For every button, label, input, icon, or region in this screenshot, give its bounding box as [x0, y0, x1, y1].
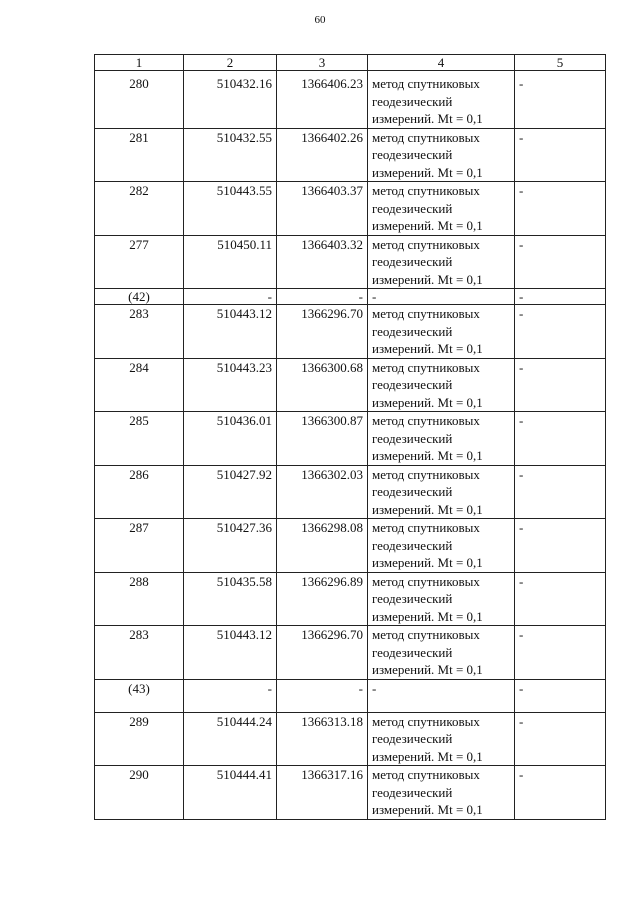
x-coordinate-cell: 510450.11: [184, 235, 277, 289]
method-cell: метод спутниковых геодезический измерений. Mt = 0,1: [368, 71, 515, 129]
method-cell: метод спутниковых геодезический измерений. Mt = 0,1: [368, 128, 515, 182]
y-coordinate-cell: -: [277, 289, 368, 305]
x-coordinate-cell: 510443.23: [184, 358, 277, 412]
point-number-cell: (43): [95, 679, 184, 712]
x-coordinate-cell: 510432.16: [184, 71, 277, 129]
page-number: 60: [314, 14, 326, 26]
point-number-cell: 290: [95, 766, 184, 820]
y-coordinate-cell: 1366313.18: [277, 712, 368, 766]
x-coordinate-cell: 510443.55: [184, 182, 277, 236]
table-row: [95, 235, 606, 289]
point-number-cell: 283: [95, 305, 184, 359]
method-cell: метод спутниковых геодезический измерений. Mt = 0,1: [368, 465, 515, 519]
x-coordinate-cell: 510427.92: [184, 465, 277, 519]
header-row: [95, 55, 606, 71]
note-cell: -: [515, 626, 606, 680]
note-cell: -: [515, 412, 606, 466]
table-row: [95, 626, 606, 680]
note-cell: -: [515, 519, 606, 573]
table-row: [95, 128, 606, 182]
y-coordinate-cell: 1366296.70: [277, 626, 368, 680]
table-group-row: [95, 289, 606, 305]
point-number-cell: 280: [95, 71, 184, 129]
note-cell: -: [515, 182, 606, 236]
x-coordinate-cell: -: [184, 679, 277, 712]
method-cell: -: [368, 679, 515, 712]
column-header-2: 2: [184, 55, 277, 71]
note-cell: -: [515, 766, 606, 820]
method-cell: метод спутниковых геодезический измерений. Mt = 0,1: [368, 626, 515, 680]
note-cell: -: [515, 289, 606, 305]
method-cell: -: [368, 289, 515, 305]
method-cell: метод спутниковых геодезический измерений. Mt = 0,1: [368, 572, 515, 626]
point-number-cell: 282: [95, 182, 184, 236]
method-cell: метод спутниковых геодезический измерений. Mt = 0,1: [368, 766, 515, 820]
x-coordinate-cell: 510435.58: [184, 572, 277, 626]
table-row: [95, 182, 606, 236]
table-body: [95, 71, 606, 820]
point-number-cell: 281: [95, 128, 184, 182]
method-cell: метод спутниковых геодезический измерений. Mt = 0,1: [368, 712, 515, 766]
y-coordinate-cell: 1366296.70: [277, 305, 368, 359]
method-cell: метод спутниковых геодезический измерений. Mt = 0,1: [368, 519, 515, 573]
note-cell: -: [515, 71, 606, 129]
coordinates-table: [94, 54, 606, 820]
column-header-4: 4: [368, 55, 515, 71]
method-cell: метод спутниковых геодезический измерений. Mt = 0,1: [368, 358, 515, 412]
point-number-cell: (42): [95, 289, 184, 305]
y-coordinate-cell: 1366296.89: [277, 572, 368, 626]
table-row: [95, 766, 606, 820]
table-row: [95, 519, 606, 573]
x-coordinate-cell: 510443.12: [184, 305, 277, 359]
table-group-row: [95, 679, 606, 712]
table-row: [95, 572, 606, 626]
x-coordinate-cell: -: [184, 289, 277, 305]
column-header-5: 5: [515, 55, 606, 71]
note-cell: -: [515, 712, 606, 766]
point-number-cell: 277: [95, 235, 184, 289]
note-cell: -: [515, 235, 606, 289]
table-row: [95, 712, 606, 766]
method-cell: метод спутниковых геодезический измерений. Mt = 0,1: [368, 412, 515, 466]
note-cell: -: [515, 572, 606, 626]
y-coordinate-cell: 1366403.32: [277, 235, 368, 289]
x-coordinate-cell: 510432.55: [184, 128, 277, 182]
table-row: [95, 358, 606, 412]
y-coordinate-cell: 1366300.87: [277, 412, 368, 466]
point-number-cell: 283: [95, 626, 184, 680]
point-number-cell: 286: [95, 465, 184, 519]
table-row: [95, 465, 606, 519]
point-number-cell: 284: [95, 358, 184, 412]
point-number-cell: 285: [95, 412, 184, 466]
x-coordinate-cell: 510427.36: [184, 519, 277, 573]
point-number-cell: 289: [95, 712, 184, 766]
note-cell: -: [515, 128, 606, 182]
note-cell: -: [515, 465, 606, 519]
x-coordinate-cell: 510444.41: [184, 766, 277, 820]
method-cell: метод спутниковых геодезический измерений. Mt = 0,1: [368, 182, 515, 236]
x-coordinate-cell: 510436.01: [184, 412, 277, 466]
column-header-3: 3: [277, 55, 368, 71]
y-coordinate-cell: 1366406.23: [277, 71, 368, 129]
y-coordinate-cell: 1366302.03: [277, 465, 368, 519]
y-coordinate-cell: -: [277, 679, 368, 712]
table-row: [95, 71, 606, 129]
table-row: [95, 412, 606, 466]
y-coordinate-cell: 1366300.68: [277, 358, 368, 412]
x-coordinate-cell: 510444.24: [184, 712, 277, 766]
point-number-cell: 287: [95, 519, 184, 573]
point-number-cell: 288: [95, 572, 184, 626]
note-cell: -: [515, 679, 606, 712]
method-cell: метод спутниковых геодезический измерений. Mt = 0,1: [368, 235, 515, 289]
y-coordinate-cell: 1366317.16: [277, 766, 368, 820]
y-coordinate-cell: 1366403.37: [277, 182, 368, 236]
note-cell: -: [515, 305, 606, 359]
y-coordinate-cell: 1366402.26: [277, 128, 368, 182]
note-cell: -: [515, 358, 606, 412]
y-coordinate-cell: 1366298.08: [277, 519, 368, 573]
x-coordinate-cell: 510443.12: [184, 626, 277, 680]
column-header-1: 1: [95, 55, 184, 71]
method-cell: метод спутниковых геодезический измерений. Mt = 0,1: [368, 305, 515, 359]
table-row: [95, 305, 606, 359]
